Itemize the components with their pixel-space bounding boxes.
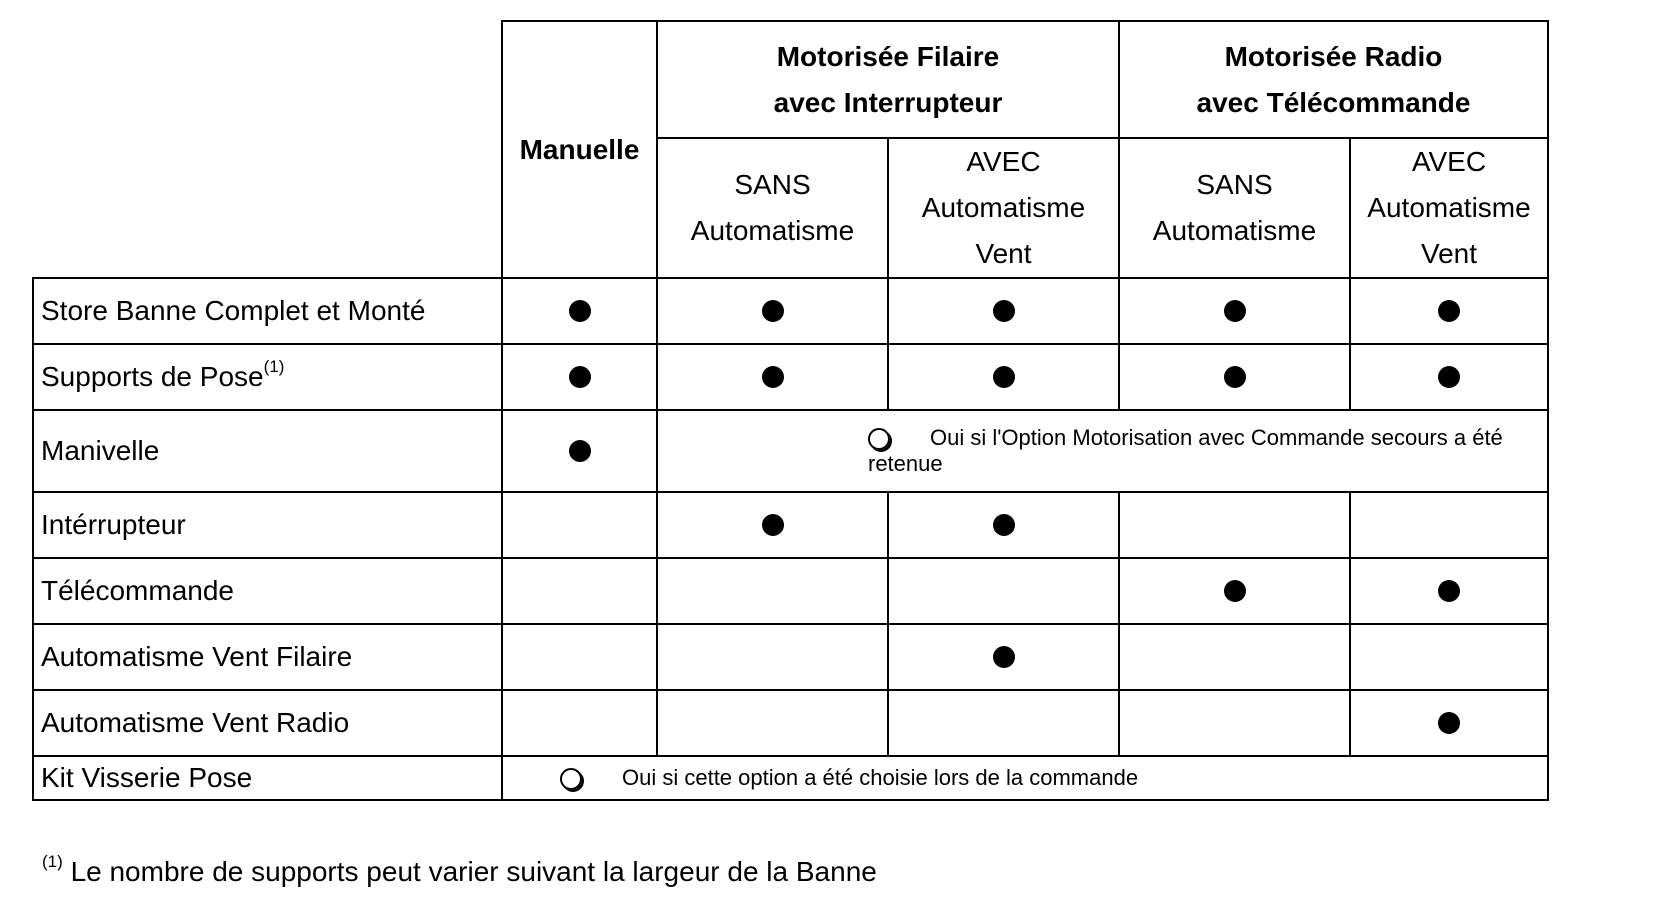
row-label: Télécommande bbox=[33, 558, 502, 624]
filled-circle-icon bbox=[1438, 300, 1460, 322]
mark-cell bbox=[1119, 624, 1350, 690]
options-table bbox=[32, 20, 1549, 801]
table-row bbox=[33, 624, 1548, 690]
mark-cell bbox=[502, 624, 657, 690]
header-radio-sans: SANS Automatisme bbox=[1119, 138, 1350, 278]
footnote-ref: (1) bbox=[263, 357, 285, 376]
mark-cell bbox=[657, 492, 888, 558]
note-cell bbox=[657, 410, 1548, 492]
mark-cell bbox=[657, 558, 888, 624]
mark-cell bbox=[657, 344, 888, 410]
filled-circle-icon bbox=[1224, 366, 1246, 388]
filled-circle-icon bbox=[1438, 712, 1460, 734]
footnote-text: Le nombre de supports peut varier suivant la largeur de la Banne bbox=[70, 856, 877, 887]
table-row bbox=[33, 558, 1548, 624]
row-label: Automatisme Vent Filaire bbox=[33, 624, 502, 690]
row-label: Intérrupteur bbox=[33, 492, 502, 558]
note-cell bbox=[502, 756, 1548, 800]
mark-cell bbox=[888, 690, 1119, 756]
mark-cell bbox=[502, 492, 657, 558]
mark-cell bbox=[888, 624, 1119, 690]
row-label: Manivelle bbox=[33, 410, 502, 492]
filled-circle-icon bbox=[993, 366, 1015, 388]
mark-cell bbox=[1119, 690, 1350, 756]
mark-cell bbox=[657, 624, 888, 690]
header-manuelle: Manuelle bbox=[502, 21, 657, 278]
table-row bbox=[33, 690, 1548, 756]
mark-cell bbox=[502, 690, 657, 756]
mark-cell bbox=[502, 278, 657, 344]
mark-cell bbox=[1350, 344, 1548, 410]
hollow-circle-icon bbox=[868, 428, 890, 450]
header-motorisee-radio: Motorisée Radio avec Télécommande bbox=[1119, 21, 1548, 138]
filled-circle-icon bbox=[569, 366, 591, 388]
mark-cell bbox=[1350, 558, 1548, 624]
mark-cell bbox=[1350, 278, 1548, 344]
filled-circle-icon bbox=[569, 300, 591, 322]
filled-circle-icon bbox=[762, 366, 784, 388]
note-text: Oui si cette option a été choisie lors de la commande bbox=[622, 765, 1139, 790]
mark-cell bbox=[1119, 492, 1350, 558]
filled-circle-icon bbox=[762, 514, 784, 536]
mark-cell bbox=[1350, 690, 1548, 756]
mark-cell bbox=[888, 278, 1119, 344]
filled-circle-icon bbox=[993, 514, 1015, 536]
header-radio-avec: AVEC Automatisme Vent bbox=[1350, 138, 1548, 278]
header-filaire-sans: SANS Automatisme bbox=[657, 138, 888, 278]
row-label: Store Banne Complet et Monté bbox=[33, 278, 502, 344]
footnote-ref: (1) bbox=[42, 852, 63, 871]
mark-cell bbox=[502, 558, 657, 624]
table-row bbox=[33, 492, 1548, 558]
filled-circle-icon bbox=[569, 440, 591, 462]
mark-cell bbox=[1350, 492, 1548, 558]
table-row bbox=[33, 278, 1548, 344]
mark-cell bbox=[502, 410, 657, 492]
mark-cell bbox=[1119, 344, 1350, 410]
mark-cell bbox=[1350, 624, 1548, 690]
mark-cell bbox=[888, 492, 1119, 558]
mark-cell bbox=[502, 344, 657, 410]
filled-circle-icon bbox=[1438, 366, 1460, 388]
filled-circle-icon bbox=[993, 300, 1015, 322]
mark-cell bbox=[888, 344, 1119, 410]
filled-circle-icon bbox=[1224, 300, 1246, 322]
hollow-circle-icon bbox=[560, 768, 582, 790]
table-row bbox=[33, 410, 1548, 492]
mark-cell bbox=[1119, 558, 1350, 624]
filled-circle-icon bbox=[993, 646, 1015, 668]
filled-circle-icon bbox=[1224, 580, 1246, 602]
corner-blank bbox=[33, 21, 502, 278]
mark-cell bbox=[888, 558, 1119, 624]
table-row bbox=[33, 344, 1548, 410]
header-motorisee-filaire: Motorisée Filaire avec Interrupteur bbox=[657, 21, 1119, 138]
table-row bbox=[33, 756, 1548, 800]
filled-circle-icon bbox=[762, 300, 784, 322]
mark-cell bbox=[1119, 278, 1350, 344]
footnote bbox=[42, 852, 877, 888]
header-filaire-avec: AVEC Automatisme Vent bbox=[888, 138, 1119, 278]
row-label: Kit Visserie Pose bbox=[33, 756, 502, 800]
mark-cell bbox=[657, 690, 888, 756]
note-text: Oui si l'Option Motorisation avec Commande secours a été retenue bbox=[868, 425, 1503, 476]
row-label: Supports de Pose$^{(1)}$ bbox=[33, 344, 502, 410]
row-label: Automatisme Vent Radio bbox=[33, 690, 502, 756]
filled-circle-icon bbox=[1438, 580, 1460, 602]
mark-cell bbox=[657, 278, 888, 344]
